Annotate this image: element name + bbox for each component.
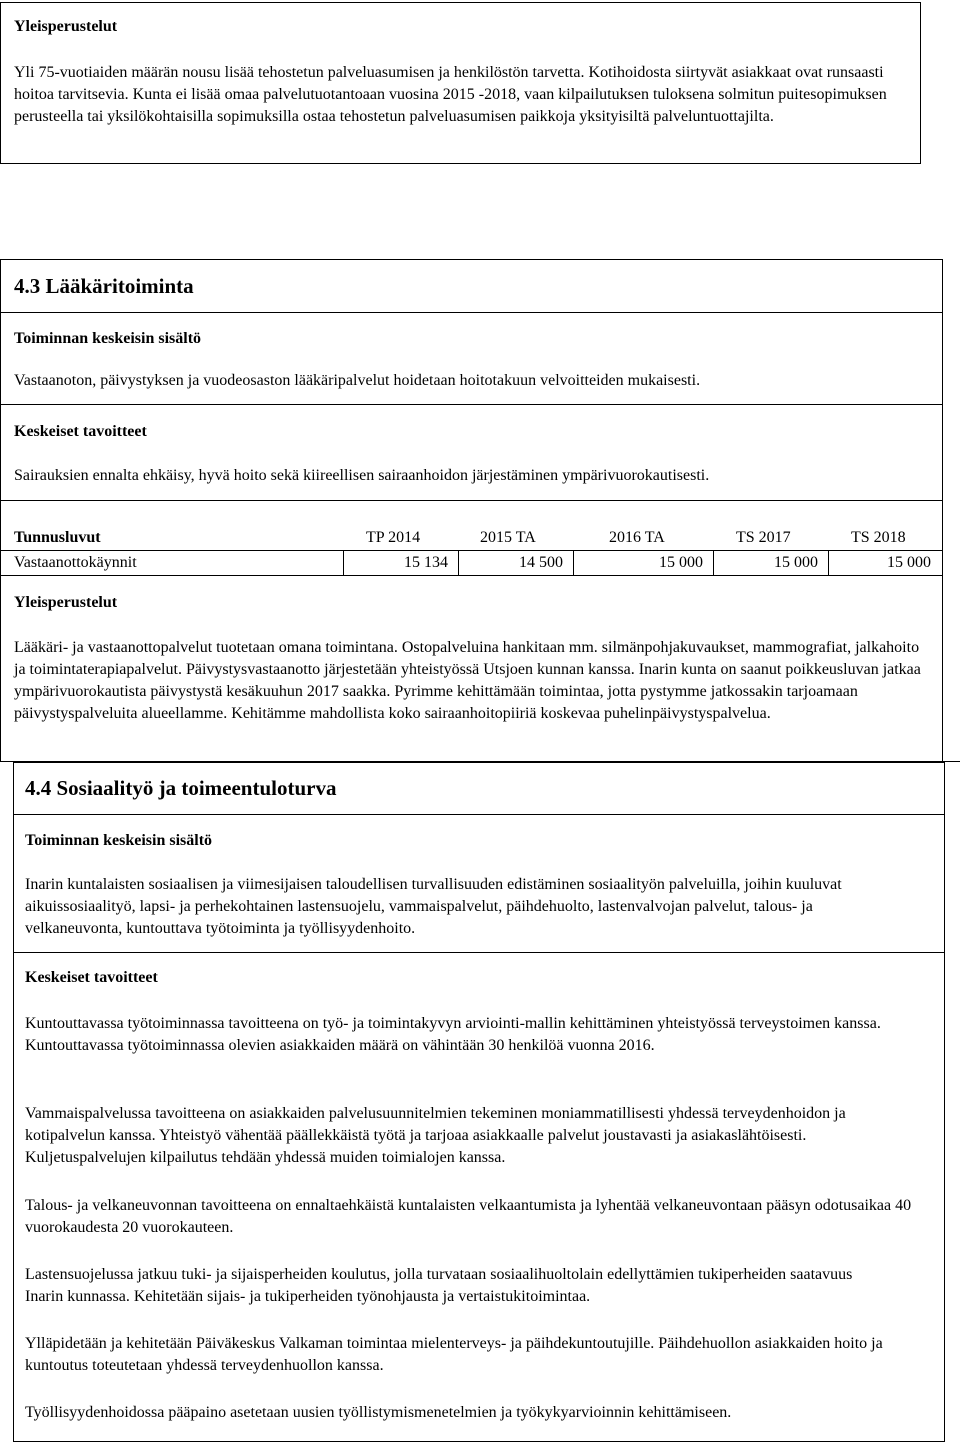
goal-paragraph-2: Vammaispalvelussa tavoitteena on asiakkaiden palvelusuunnitelmien tekeminen moniammatillisesti yhdessä terveydenhoidon ja kotipalvelun kanssa. Yhteistyö vähentää päällekkäistä työtä ja tarjoaa asiakkaalle palvelut joustavasti ja asiakaslähtöisesti. Kuljetuspalvelujen kilpailutus tehdään yhdessä muiden toimialojen kanssa. <box>25 1105 846 1166</box>
table-value-0: 15 134 <box>404 554 448 571</box>
table-col-0: TP 2014 <box>366 529 421 546</box>
section-4-4-goals-heading: Keskeiset tavoitteet <box>25 969 158 986</box>
basis-heading: Yleisperustelut <box>14 18 118 35</box>
table-value-1: 14 500 <box>519 554 563 571</box>
goal-paragraph-4: Lastensuojelussa jatkuu tuki- ja sijaisperheiden koulutus, jolla turvataan sosiaalihuoltolain edellyttämien tukiperheiden saatavuus Inarin kunnassa. Kehitetään sijais- ja tukiperheiden työnohjausta ja vertaistukitoimintaa. <box>25 1266 853 1305</box>
table-header-divider <box>0 550 943 551</box>
goal-paragraph-1: Kuntouttavassa työtoiminnassa tavoitteena on työ- ja toimintakyvyn arviointi-mallin kehittäminen yhteistyössä terveystoimen kanssa. Kuntouttavassa työtoiminnassa olevien asiakkaiden määrä on vähintään 30 henkilöä vuonna 2016. <box>25 1015 881 1054</box>
section-4-3-tail-line <box>943 761 960 762</box>
goal-paragraph-6: Työllisyydenhoidossa pääpaino asetetaan uusien työllistymismenetelmien ja työkykyarvioinnin kehittämiseen. <box>25 1404 732 1421</box>
section-4-3-basis-heading: Yleisperustelut <box>14 594 118 611</box>
table-value-4: 15 000 <box>887 554 931 571</box>
section-4-3-goals-text: Sairauksien ennalta ehkäisy, hyvä hoito sekä kiireellisen sairaanhoidon järjestäminen ympärivuorokautisesti. <box>14 467 710 484</box>
table-col-3: TS 2017 <box>736 529 791 546</box>
section-4-4-title: 4.4 Sosiaalityö ja toimeentuloturva <box>25 776 337 800</box>
section-4-3-basis-text: Lääkäri- ja vastaanottopalvelut tuotetaan omana toimintana. Ostopalveluina hankitaan mm. silmänpohjakuvaukset, mammografiat, jalkahoito ja toimintaterapiapalvelut. Päivystysvastaanotto järjestetään yhteistyössä Utsjoen kunnan kanssa. Inarin kunta on saanut poikkeusluvan jatkaa ympärivuorokautista päivystystä kesäkuuhun 2017 saakka. Pyrimme kehittämään toimintaa, jotta pystymme jatkossakin tarjoamaan päivystyspalveluita alueellamme. Kehitämme mahdollista koko sairaanhoitopiiriä koskevaa puhelinpäivystyspalvelua. <box>14 639 921 722</box>
section-4-4-content-divider <box>13 952 945 953</box>
table-row-divider <box>0 575 943 576</box>
section-4-3-goals-divider <box>0 500 943 501</box>
table-col-1: 2015 TA <box>480 529 536 546</box>
table-value-3: 15 000 <box>774 554 818 571</box>
section-4-4-title-divider <box>13 814 945 815</box>
goal-paragraph-5: Ylläpidetään ja kehitetään Päiväkeskus Valkaman toimintaa mielenterveys- ja päihdekuntoutujille. Päihdehuollon asiakkaiden hoito ja kuntoutus toteutetaan yhdessä terveydenhuollon kanssa. <box>25 1335 883 1374</box>
section-4-3-content-heading: Toiminnan keskeisin sisältö <box>14 330 202 347</box>
section-4-4-content-text: Inarin kuntalaisten sosiaalisen ja viimesijaisen taloudellisen turvallisuuden edistäminen sosiaalityön palveluilla, joihin kuuluvat aikuissosiaalityö, lapsi- ja perhekohtainen lastensuojelu, vammaispalvelut, päihdehuolto, lastenvalvojan palvelut, talous- ja velkaneuvonta, kuntouttava työtoiminta ja työllisyydenhoito. <box>25 876 842 937</box>
table-col-4: TS 2018 <box>851 529 906 546</box>
table-row-label: Vastaanottokäynnit <box>14 554 137 571</box>
goal-paragraph-3: Talous- ja velkaneuvonnan tavoitteena on ennaltaehkäistä kuntalaisten velkaantumista ja lyhentää velkaneuvontaan pääsyn odotusaikaa 40 vuorokaudesta 20 vuorokauteen. <box>25 1197 912 1236</box>
table-col-2: 2016 TA <box>609 529 665 546</box>
table-value-2: 15 000 <box>659 554 703 571</box>
section-4-3-content-text: Vastaanoton, päivystyksen ja vuodeosaston lääkäripalvelut hoidetaan hoitotakuun velvoitteiden mukaisesti. <box>14 372 701 389</box>
section-4-3-title-divider <box>0 312 943 313</box>
basis-paragraph: Yli 75-vuotiaiden määrän nousu lisää tehostetun palveluasumisen ja henkilöstön tarvetta. Kotihoidosta siirtyvät asiakkaat ovat runsaasti hoitoa tarvitsevia. Kunta ei lisää omaa palvelutuotantoaan vuosina 2015 -2018, vaan kilpailutuksen tuloksena solmitun puitesopimuksen perusteella tai yksilökohtaisilla sopimuksilla ostaa tehostetun palveluasumisen paikkoja yksityisiltä palveluntuottajilta. <box>14 64 887 125</box>
section-4-3-goals-heading: Keskeiset tavoitteet <box>14 423 147 440</box>
section-4-3-content-divider <box>0 404 943 405</box>
section-4-3-title: 4.3 Lääkäritoiminta <box>14 274 194 298</box>
section-4-4-content-heading: Toiminnan keskeisin sisältö <box>25 832 213 849</box>
table-header-label: Tunnusluvut <box>14 529 101 546</box>
